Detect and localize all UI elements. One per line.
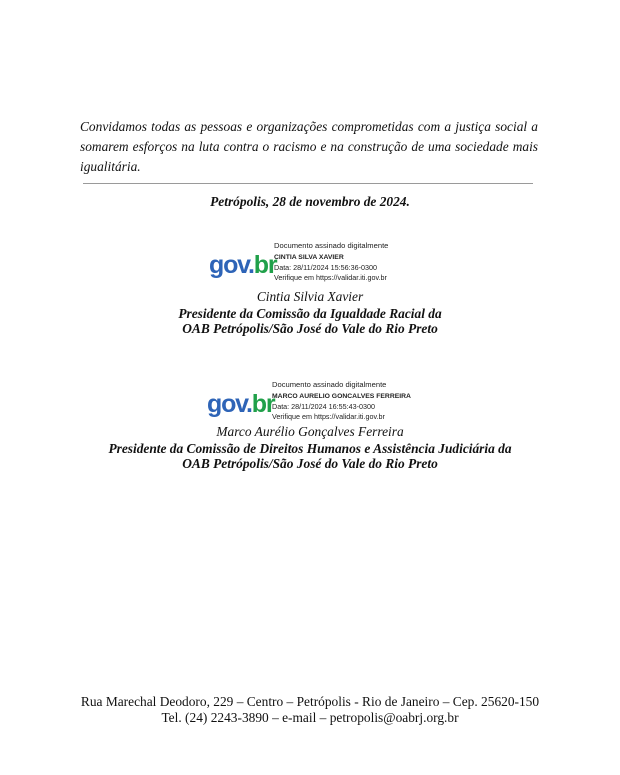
signer-role-line-2: OAB Petrópolis/São José do Vale do Rio Preto [182, 321, 438, 336]
stamp-signer-name: CINTIA SILVA XAVIER [274, 254, 344, 261]
signer-name: Cintia Silvia Xavier [256, 289, 364, 304]
signer-role-line-2: OAB Petrópolis/São José do Vale do Rio Preto [182, 456, 438, 471]
stamp-date: Data: 28/11/2024 16:55:43-0300 [272, 402, 375, 411]
stamp-header: Documento assinado digitalmente [274, 241, 389, 250]
govbr-logo-dot: . [246, 390, 252, 418]
intro-paragraph: Convidamos todas as pessoas e organizações comprometidas com a justiça social a somarem esforços na luta contra o racismo e na construção de uma sociedade mais igualitária. [80, 119, 538, 174]
govbr-logo [207, 392, 274, 417]
stamp-signer-name: MARCO AURELIO GONCALVES FERREIRA [272, 393, 411, 400]
signer-name: Marco Aurélio Gonçalves Ferreira [216, 424, 404, 439]
footer-address: Rua Marechal Deodoro, 229 – Centro – Petrópolis - Rio de Janeiro – Cep. 25620-150 [80, 694, 540, 709]
dateline: Petrópolis, 28 de novembro de 2024. [210, 194, 410, 209]
govbr-logo-dot: . [248, 251, 254, 279]
govbr-logo-br: br [251, 390, 275, 418]
horizontal-divider [83, 183, 533, 184]
footer-contact: Tel. (24) 2243-3890 – e-mail – petropolis@oabrj.org.br [161, 710, 459, 725]
signer-role-line-1: Presidente da Comissão de Direitos Humanos e Assistência Judiciária da [108, 441, 512, 456]
signer-role-line-1: Presidente da Comissão da Igualdade Racial da [178, 306, 442, 321]
digital-signature-stamp [272, 380, 411, 422]
stamp-date: Data: 28/11/2024 15:56:36-0300 [274, 263, 377, 272]
stamp-header: Documento assinado digitalmente [272, 380, 387, 389]
govbr-logo-br: br [253, 251, 277, 279]
govbr-logo [209, 253, 276, 278]
govbr-logo-gov: gov [209, 251, 248, 279]
digital-signature-stamp [274, 241, 388, 283]
govbr-logo-gov: gov [207, 390, 246, 418]
stamp-verify-link: Verifique em https://validar.iti.gov.br [272, 412, 385, 421]
stamp-verify-link: Verifique em https://validar.iti.gov.br [274, 273, 387, 282]
